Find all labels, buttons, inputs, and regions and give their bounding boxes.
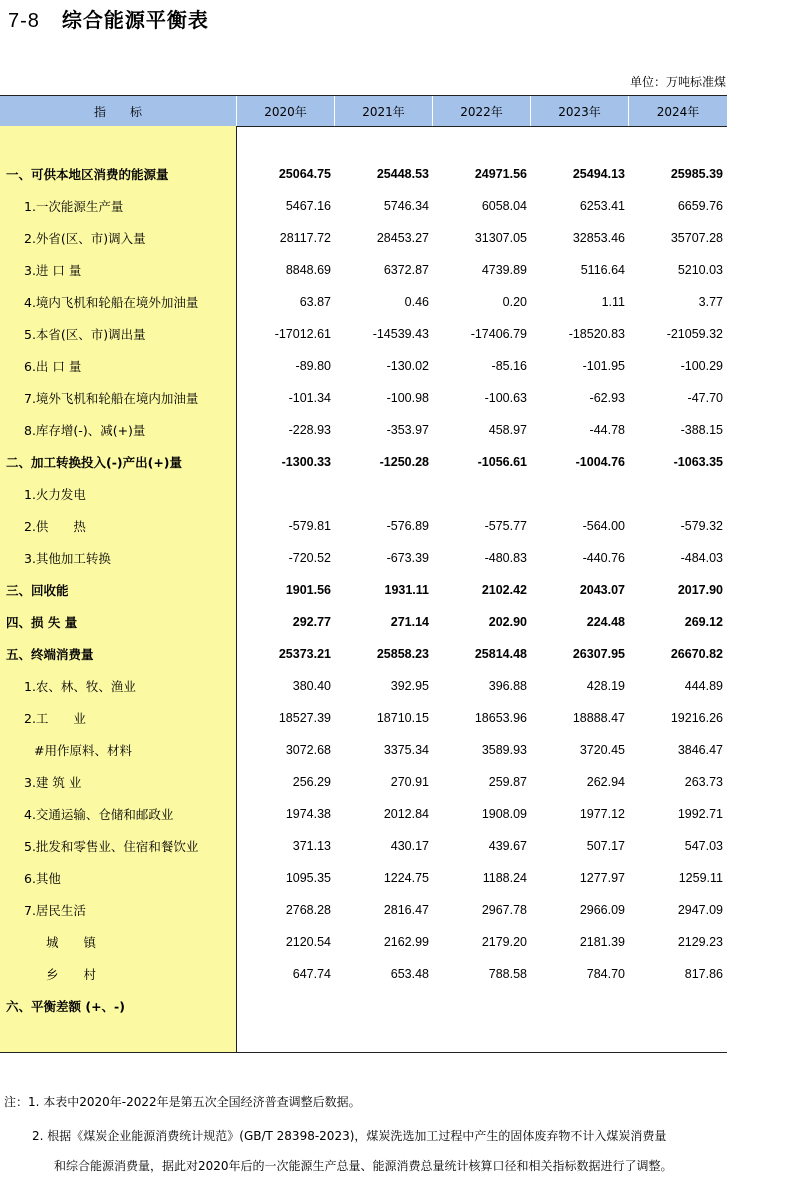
cell-value: -1056.61 — [477, 455, 527, 469]
cell-value: 2162.99 — [383, 935, 429, 949]
table-row — [0, 542, 727, 574]
cell-value: 32853.46 — [572, 231, 625, 245]
cell-value: 262.94 — [586, 775, 625, 789]
cell-value: 25064.75 — [278, 167, 331, 181]
cell-value: -101.34 — [288, 391, 331, 405]
cell-value: 6372.87 — [383, 263, 429, 277]
cell-value: 653.48 — [390, 967, 429, 981]
cell-value: 1977.12 — [579, 807, 625, 821]
cell-value: 396.88 — [488, 679, 527, 693]
cell-value: 647.74 — [292, 967, 331, 981]
row-label: 乡 村 — [46, 967, 97, 982]
cell-value: -1063.35 — [673, 455, 723, 469]
cell-value: -89.80 — [295, 359, 331, 373]
cell-value: -480.83 — [484, 551, 527, 565]
row-label: 7.境外飞机和轮船在境内加油量 — [24, 391, 199, 406]
footnote-2-cont: 和综合能源消费量，据此对2020年后的一次能源生产总量、能源消费总量统计核算口径和相关指标数据进行了调整。 — [54, 1159, 673, 1173]
cell-value: 1908.09 — [481, 807, 527, 821]
cell-value: 31307.05 — [474, 231, 527, 245]
cell-value: -579.32 — [680, 519, 723, 533]
cell-value: 63.87 — [299, 295, 331, 309]
cell-value: 5746.34 — [383, 199, 429, 213]
cell-value: -21059.32 — [666, 327, 723, 341]
cell-value: 2129.23 — [677, 935, 723, 949]
table-row — [0, 638, 727, 670]
cell-value: 292.77 — [292, 615, 331, 629]
cell-value: 1277.97 — [579, 871, 625, 885]
cell-value: 380.40 — [292, 679, 331, 693]
row-label: 2.外省(区、市)调入量 — [24, 231, 146, 246]
cell-value: 18653.96 — [474, 711, 527, 725]
cell-value: 26307.95 — [572, 647, 625, 661]
cell-value: -100.98 — [386, 391, 429, 405]
row-label: 五、终端消费量 — [6, 647, 94, 662]
cell-value: -564.00 — [582, 519, 625, 533]
row-label: 6.出 口 量 — [24, 359, 82, 374]
cell-value: 1901.56 — [285, 583, 331, 597]
cell-value: 256.29 — [292, 775, 331, 789]
table-row — [0, 286, 727, 318]
cell-value: 263.73 — [684, 775, 723, 789]
header-year: 2024年 — [656, 104, 700, 119]
cell-value: 1.11 — [601, 295, 625, 309]
cell-value: 444.89 — [684, 679, 723, 693]
cell-value: 2816.47 — [383, 903, 429, 917]
cell-value: 1992.71 — [677, 807, 723, 821]
cell-value: 25985.39 — [670, 167, 723, 181]
cell-value: 2017.90 — [677, 583, 723, 597]
cell-value: 202.90 — [488, 615, 527, 629]
cell-value: 1188.24 — [482, 871, 527, 885]
cell-value: -18520.83 — [568, 327, 625, 341]
cell-value: 1224.75 — [383, 871, 429, 885]
cell-value: 458.97 — [488, 423, 527, 437]
cell-value: 547.03 — [684, 839, 723, 853]
cell-value: 507.17 — [586, 839, 625, 853]
row-label: 5.本省(区、市)调出量 — [24, 327, 146, 342]
cell-value: 28453.27 — [376, 231, 429, 245]
row-label: 2.工 业 — [24, 711, 86, 726]
footnote-1: 注：1. 本表中2020年-2022年是第五次全国经济普查调整后数据。 — [4, 1095, 361, 1109]
cell-value: 259.87 — [488, 775, 527, 789]
table-row — [0, 350, 727, 382]
cell-value: -440.76 — [582, 551, 625, 565]
row-label: 三、回收能 — [6, 583, 69, 598]
cell-value: 25494.13 — [572, 167, 625, 181]
cell-value: 28117.72 — [279, 231, 331, 245]
cell-value: 2043.07 — [579, 583, 625, 597]
row-label: 6.其他 — [24, 871, 61, 886]
cell-value: 2012.84 — [383, 807, 429, 821]
cell-value: 18527.39 — [278, 711, 331, 725]
table-row — [0, 926, 727, 958]
cell-value: -85.16 — [491, 359, 527, 373]
cell-value: 5467.16 — [285, 199, 331, 213]
cell-value: 2179.20 — [481, 935, 527, 949]
header-indicator: 指 标 — [0, 96, 237, 126]
cell-value: 224.48 — [586, 615, 625, 629]
header-year: 2022年 — [433, 96, 531, 126]
cell-value: -720.52 — [288, 551, 331, 565]
cell-value: -1250.28 — [379, 455, 429, 469]
cell-value: -101.95 — [582, 359, 625, 373]
cell-value: 4739.89 — [481, 263, 527, 277]
row-label: 1.火力发电 — [24, 487, 86, 502]
table-row — [0, 830, 727, 862]
cell-value: 6659.76 — [677, 199, 723, 213]
cell-value: 3375.34 — [383, 743, 429, 757]
cell-value: -576.89 — [386, 519, 429, 533]
cell-value: -17406.79 — [470, 327, 527, 341]
cell-value: -130.02 — [386, 359, 429, 373]
cell-value: 3589.93 — [481, 743, 527, 757]
cell-value: 1974.38 — [285, 807, 331, 821]
cell-value: 788.58 — [488, 967, 527, 981]
cell-value: 6253.41 — [579, 199, 625, 213]
row-label: 3.进 口 量 — [24, 263, 82, 278]
header-year: 2020年 — [237, 96, 335, 126]
balance-table — [0, 95, 727, 127]
row-label: 3.其他加工转换 — [24, 551, 111, 566]
cell-value: 25814.48 — [474, 647, 527, 661]
cell-value: 3.77 — [698, 295, 723, 309]
table-row — [0, 958, 727, 990]
table-row — [0, 766, 727, 798]
table-row — [0, 414, 727, 446]
unit-label: 单位：万吨标准煤 — [629, 75, 726, 89]
table-row — [0, 382, 727, 414]
cell-value: 26670.82 — [670, 647, 723, 661]
cell-value: 1931.11 — [384, 583, 429, 597]
cell-value: 1095.35 — [285, 871, 331, 885]
cell-value: 5116.64 — [580, 263, 625, 277]
cell-value: -62.93 — [589, 391, 625, 405]
cell-value: 392.95 — [390, 679, 429, 693]
cell-value: 5210.03 — [677, 263, 723, 277]
footnote-2: 2. 根据《煤炭企业能源消费统计规范》(GB/T 28398-2023)，煤炭洗选加工过程中产生的固体废弃物不计入煤炭消费量 — [32, 1129, 667, 1143]
table-number: 7-8 — [8, 10, 40, 32]
cell-value: -673.39 — [386, 551, 429, 565]
cell-value: 3846.47 — [677, 743, 723, 757]
table-row — [0, 894, 727, 926]
row-label: 3.建 筑 业 — [24, 775, 82, 790]
row-label: 四、损 失 量 — [6, 615, 78, 630]
cell-value: 817.86 — [684, 967, 723, 981]
row-label: 二、加工转换投入(-)产出(+)量 — [6, 455, 183, 470]
table-header — [0, 95, 727, 127]
row-label: 1.农、林、牧、渔业 — [24, 679, 136, 694]
cell-value: -484.03 — [680, 551, 723, 565]
table-row — [0, 574, 727, 606]
row-label: 5.批发和零售业、住宿和餐饮业 — [24, 839, 199, 854]
table-row — [0, 734, 727, 766]
table-row — [0, 670, 727, 702]
cell-value: 2768.28 — [285, 903, 331, 917]
row-label: 7.居民生活 — [24, 903, 86, 918]
cell-value: -100.29 — [680, 359, 723, 373]
header-year: 2021年 — [335, 96, 433, 126]
cell-value: 25858.23 — [376, 647, 429, 661]
cell-value: 35707.28 — [670, 231, 723, 245]
cell-value: 2966.09 — [579, 903, 625, 917]
cell-value: -228.93 — [288, 423, 331, 437]
table-row — [0, 222, 727, 254]
table-row — [0, 606, 727, 638]
cell-value: 3720.45 — [579, 743, 625, 757]
cell-value: -14539.43 — [372, 327, 429, 341]
cell-value: 19216.26 — [670, 711, 723, 725]
cell-value: 430.17 — [390, 839, 429, 853]
cell-value: -353.97 — [386, 423, 429, 437]
table-row — [0, 862, 727, 894]
table-row — [0, 190, 727, 222]
cell-value: 3072.68 — [285, 743, 331, 757]
cell-value: -1300.33 — [281, 455, 331, 469]
cell-value: 784.70 — [586, 967, 625, 981]
cell-value: 8848.69 — [285, 263, 331, 277]
table-title: 综合能源平衡表 — [61, 8, 209, 32]
table-row — [0, 254, 727, 286]
cell-value: 2120.54 — [285, 935, 331, 949]
row-label: 六、平衡差额 (+、-) — [6, 999, 125, 1014]
table-row — [0, 158, 727, 190]
row-label: 1.一次能源生产量 — [24, 199, 124, 214]
cell-value: 18888.47 — [572, 711, 625, 725]
cell-value: 25448.53 — [376, 167, 429, 181]
cell-value: 0.46 — [404, 295, 429, 309]
cell-value: 0.20 — [502, 295, 527, 309]
row-label: 2.供 热 — [24, 519, 86, 534]
cell-value: 428.19 — [586, 679, 625, 693]
cell-value: -44.78 — [589, 423, 625, 437]
cell-value: -1004.76 — [575, 455, 625, 469]
cell-value: 6058.04 — [481, 199, 527, 213]
cell-value: 2181.39 — [579, 935, 625, 949]
cell-value: 1259.11 — [678, 871, 723, 885]
row-label: 一、可供本地区消费的能源量 — [6, 167, 169, 182]
table-row — [0, 798, 727, 830]
cell-value: 270.91 — [390, 775, 429, 789]
row-label: 4.交通运输、仓储和邮政业 — [24, 807, 174, 822]
cell-value: 269.12 — [684, 615, 723, 629]
cell-value: -17012.61 — [274, 327, 331, 341]
page-title — [8, 4, 209, 33]
table-bottom-border — [0, 1052, 727, 1053]
header-year: 2023年 — [531, 96, 629, 126]
table-row — [0, 510, 727, 542]
cell-value: 271.14 — [390, 615, 429, 629]
cell-value: 2967.78 — [481, 903, 527, 917]
row-label: 城 镇 — [46, 935, 97, 950]
cell-value: 371.13 — [292, 839, 331, 853]
cell-value: 2947.09 — [677, 903, 723, 917]
table-row — [0, 990, 727, 1022]
table-body — [0, 158, 727, 1022]
table-row — [0, 478, 727, 510]
cell-value: -47.70 — [687, 391, 723, 405]
row-label: #用作原料、材料 — [34, 743, 132, 758]
cell-value: -100.63 — [484, 391, 527, 405]
row-label: 8.库存增(-)、减(+)量 — [24, 423, 146, 438]
table-row — [0, 318, 727, 350]
table-row — [0, 446, 727, 478]
cell-value: 18710.15 — [376, 711, 429, 725]
cell-value: 24971.56 — [474, 167, 527, 181]
cell-value: 2102.42 — [481, 583, 527, 597]
cell-value: -388.15 — [680, 423, 723, 437]
cell-value: 25373.21 — [278, 647, 331, 661]
cell-value: -579.81 — [288, 519, 331, 533]
cell-value: 439.67 — [488, 839, 527, 853]
table-row — [0, 702, 727, 734]
cell-value: -575.77 — [484, 519, 527, 533]
row-label: 4.境内飞机和轮船在境外加油量 — [24, 295, 199, 310]
